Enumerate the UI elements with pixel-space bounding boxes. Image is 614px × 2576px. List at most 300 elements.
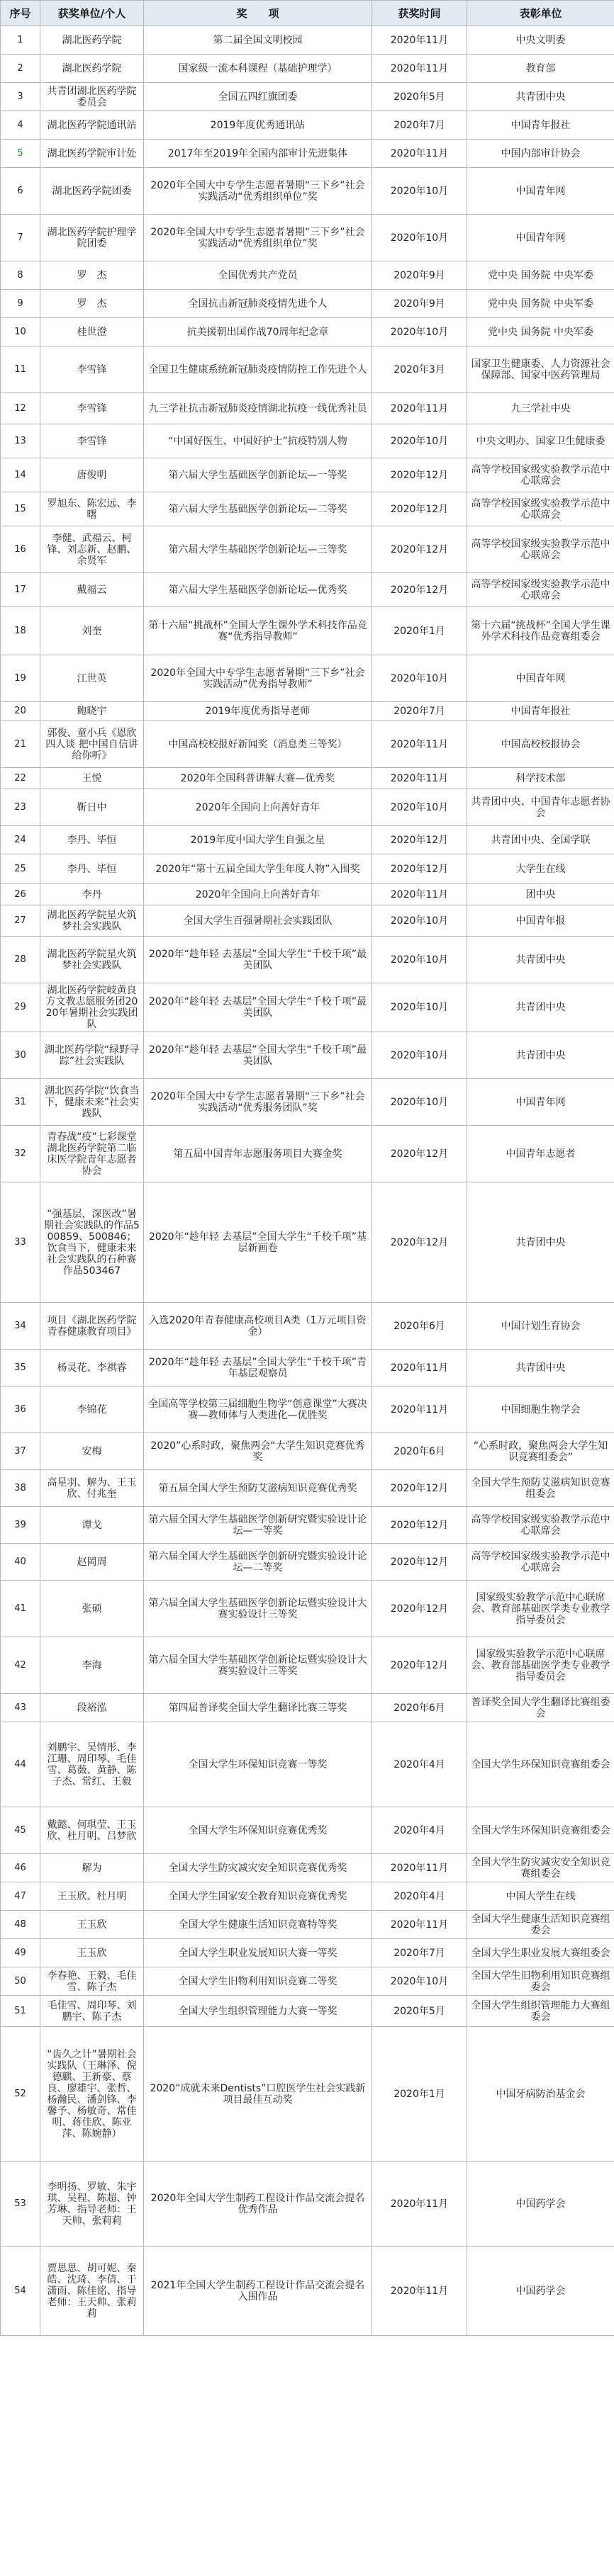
cell-time: 2020年12月	[372, 492, 467, 526]
table-row	[1, 261, 614, 290]
table-row	[1, 1470, 614, 1507]
table-row	[1, 1637, 614, 1694]
cell-award: 2020年“趁年轻 去基层”全国大学生“千校千项”基层新画卷	[144, 1182, 372, 1303]
cell-org: 党中央 国务院 中央军委	[467, 290, 614, 318]
cell-time: 2020年10月	[372, 1079, 467, 1126]
cell-org: 全国大学生组织管理能力大赛组委会	[467, 1996, 614, 2027]
table-row	[1, 1807, 614, 1854]
cell-winner: 鲍晓宇	[40, 702, 144, 721]
table-row	[1, 1581, 614, 1637]
cell-serial: 14	[1, 458, 40, 492]
cell-time: 2020年11月	[372, 1350, 467, 1386]
cell-org: 共青团中央	[467, 937, 614, 983]
cell-award: 2020年全国大学生制药工程设计作品交流会提名优秀作品	[144, 2162, 372, 2247]
cell-winner: 刘鹏宇、吴情彤、李江珊、周印琴、毛佳雪、葛薇、黄静、陈子杰、常红、王毅	[40, 1722, 144, 1807]
cell-award: 2020年“趁年轻 去基层”全国大学生“千校千项”最美团队	[144, 983, 372, 1032]
cell-time: 2020年4月	[372, 1722, 467, 1807]
cell-serial: 49	[1, 1939, 40, 1967]
cell-winner: 李春艳、王毅、毛佳雪、陈子杰	[40, 1967, 144, 1996]
cell-time: 2020年9月	[372, 290, 467, 318]
cell-winner: 靳日中	[40, 789, 144, 826]
cell-winner: 高星羽、解为、王玉欣、付兆奎	[40, 1470, 144, 1507]
cell-serial: 12	[1, 393, 40, 424]
cell-serial: 15	[1, 492, 40, 526]
cell-award: 2020年“趁年轻 去基层”全国大学生“千校千项”青年基层观察员	[144, 1350, 372, 1386]
cell-winner: 李锦花	[40, 1386, 144, 1433]
cell-time: 2020年12月	[372, 1126, 467, 1182]
cell-serial: 50	[1, 1967, 40, 1996]
table-row	[1, 884, 614, 905]
cell-org: 中国大学生在线	[467, 1882, 614, 1911]
cell-award: 2020年全国向上向善好青年	[144, 789, 372, 826]
cell-award: 全国大学生百强暑期社会实践团队	[144, 905, 372, 937]
cell-time: 2020年10月	[372, 789, 467, 826]
cell-serial: 33	[1, 1182, 40, 1303]
cell-time: 2020年11月	[372, 721, 467, 768]
cell-org: 共青团中央	[467, 1032, 614, 1079]
cell-award: 2020年全国大中专学生志愿者暑期“三下乡”社会实践活动“优秀指导教师”	[144, 655, 372, 702]
cell-org: 共青团中央	[467, 83, 614, 111]
cell-time: 2020年12月	[372, 854, 467, 884]
cell-winner: 湖北医药学院审计处	[40, 140, 144, 168]
cell-serial: 37	[1, 1433, 40, 1470]
table-row	[1, 1032, 614, 1079]
cell-org: 共青团中央、全国学联	[467, 826, 614, 854]
cell-org: 中国青年报	[467, 905, 614, 937]
cell-winner: 戴懿、何琪莹、王玉欣、杜月明、吕梦欣	[40, 1807, 144, 1854]
cell-org: 中国计划生育协会	[467, 1303, 614, 1350]
table-row	[1, 702, 614, 721]
cell-org: 全国大学生环保知识竞赛组委会	[467, 1722, 614, 1807]
cell-winner: 罗 杰	[40, 261, 144, 290]
cell-time: 2020年6月	[372, 1433, 467, 1470]
table-row	[1, 607, 614, 655]
cell-org: 党中央 国务院 中央军委	[467, 318, 614, 346]
table-row	[1, 318, 614, 346]
cell-time: 2020年11月	[372, 1911, 467, 1939]
cell-serial: 32	[1, 1126, 40, 1182]
cell-award: 2020年“趁年轻 去基层”全国大学生“千校千项”最美团队	[144, 1032, 372, 1079]
cell-org: 全国大学生环保知识竞赛组委会	[467, 1807, 614, 1854]
cell-serial: 20	[1, 702, 40, 721]
cell-org: 国家级实验教学示范中心联席会、教育部基础医学类专业教学指导委员会	[467, 1581, 614, 1637]
cell-serial: 36	[1, 1386, 40, 1433]
cell-org: 中国药学会	[467, 2162, 614, 2247]
cell-award: “中国好医生、中国好护士”抗疫特别人物	[144, 424, 372, 458]
cell-winner: 湖北医药学院通讯站	[40, 111, 144, 140]
cell-serial: 47	[1, 1882, 40, 1911]
cell-serial: 26	[1, 884, 40, 905]
table-row	[1, 346, 614, 393]
cell-time: 2020年12月	[372, 826, 467, 854]
cell-serial: 54	[1, 2247, 40, 2336]
cell-org: 高等学校国家级实验教学示范中心联席会	[467, 526, 614, 573]
cell-winner: “齿久之计”暑期社会实践队（王琳泽、倪德麒、王新豪、蔡良、廖雄宇、张哲、杨瀚民、潘剑锋、李馨予、杨敏奇、常佳明、蒋佳欣、陈亚萍、陈婉静）	[40, 2027, 144, 2162]
cell-time: 2020年9月	[372, 261, 467, 290]
table-row	[1, 1882, 614, 1911]
cell-org: 中国青年报社	[467, 111, 614, 140]
cell-time: 2020年11月	[372, 55, 467, 83]
cell-time: 2020年10月	[372, 983, 467, 1032]
table-row	[1, 1386, 614, 1433]
cell-award: 全国高等学校第三届细胞生物学“创意课堂”大赛决赛—教师体与人类进化—优胜奖	[144, 1386, 372, 1433]
cell-time: 2020年10月	[372, 424, 467, 458]
table-row	[1, 1303, 614, 1350]
cell-winner: 安梅	[40, 1433, 144, 1470]
cell-award: 全国五四红旗团委	[144, 83, 372, 111]
cell-award: 2017年至2019年全国内部审计先进集体	[144, 140, 372, 168]
table-row	[1, 983, 614, 1032]
table-row	[1, 492, 614, 526]
cell-time: 2020年11月	[372, 140, 467, 168]
cell-org: 科学技术部	[467, 768, 614, 789]
table-row	[1, 655, 614, 702]
cell-award: 2019年度优秀指导老师	[144, 702, 372, 721]
cell-time: 2020年4月	[372, 1882, 467, 1911]
cell-time: 2020年12月	[372, 1581, 467, 1637]
cell-org: 国家级实验教学示范中心联席会、教育部基础医学类专业教学指导委员会	[467, 1637, 614, 1694]
cell-award: 抗美援朝出国作战70周年纪念章	[144, 318, 372, 346]
cell-serial: 53	[1, 2162, 40, 2247]
cell-time: 2020年12月	[372, 1182, 467, 1303]
cell-winner: 郭俊、童小兵《恩欣四人谈 把中国自信讲给你听》	[40, 721, 144, 768]
cell-award: 2019年度中国大学生自强之星	[144, 826, 372, 854]
cell-award: 2020年“第十五届全国大学生年度人物”入围奖	[144, 854, 372, 884]
cell-serial: 41	[1, 1581, 40, 1637]
cell-award: 国家级一流本科课程（基础护理学）	[144, 55, 372, 83]
cell-org: “心系时政，聚焦两会大学生知识竞赛组委会”	[467, 1433, 614, 1470]
cell-time: 2020年10月	[372, 318, 467, 346]
cell-time: 2020年10月	[372, 215, 467, 261]
cell-winner: 罗旭东、陈宏远、李曙	[40, 492, 144, 526]
cell-org: 普译奖全国大学生翻译比赛组委会	[467, 1694, 614, 1722]
cell-time: 2020年7月	[372, 111, 467, 140]
header-serial: 序号	[1, 1, 40, 26]
cell-time: 2020年10月	[372, 655, 467, 702]
cell-award: 第六届大学生基础医学创新论坛—二等奖	[144, 492, 372, 526]
cell-time: 2020年1月	[372, 2027, 467, 2162]
cell-serial: 22	[1, 768, 40, 789]
cell-winner: 湖北医药学院星火筑梦社会实践队	[40, 937, 144, 983]
cell-serial: 24	[1, 826, 40, 854]
cell-time: 2020年10月	[372, 937, 467, 983]
cell-serial: 34	[1, 1303, 40, 1350]
cell-award: 九三学社抗击新冠肺炎疫情湖北抗疫一线优秀社员	[144, 393, 372, 424]
cell-winner: 段裕泓	[40, 1694, 144, 1722]
cell-time: 2020年12月	[372, 1507, 467, 1544]
cell-award: 第五届全国大学生预防艾滋病知识竞赛优秀奖	[144, 1470, 372, 1507]
cell-serial: 2	[1, 55, 40, 83]
table-row	[1, 1126, 614, 1182]
table-row	[1, 215, 614, 261]
table-row	[1, 111, 614, 140]
cell-serial: 18	[1, 607, 40, 655]
cell-time: 2020年11月	[372, 1386, 467, 1433]
cell-time: 2020年6月	[372, 1694, 467, 1722]
cell-winner: 杨灵花、李祺睿	[40, 1350, 144, 1386]
cell-time: 2020年11月	[372, 768, 467, 789]
cell-award: 全国卫生健康系统新冠肺炎疫情防控工作先进个人	[144, 346, 372, 393]
cell-award: 全国大学生组织管理能力大赛一等奖	[144, 1996, 372, 2027]
cell-org: 中国青年网	[467, 215, 614, 261]
cell-time: 2020年4月	[372, 1807, 467, 1854]
table-row	[1, 424, 614, 458]
cell-winner: 戴福云	[40, 573, 144, 607]
table-row	[1, 83, 614, 111]
table-row	[1, 1350, 614, 1386]
cell-winner: 谭戈	[40, 1507, 144, 1544]
cell-winner: “强基层，深医改”暑期社会实践队的作品500859、500846；饮食当下，健康未来社会实践队的石种赛作品503467	[40, 1182, 144, 1303]
table-row	[1, 1939, 614, 1967]
cell-serial: 29	[1, 983, 40, 1032]
cell-serial: 21	[1, 721, 40, 768]
cell-serial: 30	[1, 1032, 40, 1079]
cell-award: 全国大学生环保知识竞赛优秀奖	[144, 1807, 372, 1854]
cell-winner: 唐俊明	[40, 458, 144, 492]
cell-winner: 共青团湖北医药学院委员会	[40, 83, 144, 111]
table-row	[1, 1911, 614, 1939]
cell-serial: 38	[1, 1470, 40, 1507]
cell-serial: 8	[1, 261, 40, 290]
cell-time: 2020年11月	[372, 1854, 467, 1882]
cell-time: 2020年11月	[372, 393, 467, 424]
cell-time: 2020年7月	[372, 702, 467, 721]
cell-org: 全国大学生健康生活知识竞赛组委会	[467, 1911, 614, 1939]
cell-org: 中国高校校报协会	[467, 721, 614, 768]
cell-serial: 45	[1, 1807, 40, 1854]
cell-winner: 项目《湖北医药学院青春健康教育项目》	[40, 1303, 144, 1350]
table-row	[1, 2027, 614, 2162]
cell-org: 共青团中央	[467, 1350, 614, 1386]
cell-award: 全国大学生健康生活知识竞赛特等奖	[144, 1911, 372, 1939]
table-row	[1, 1544, 614, 1581]
cell-time: 2020年11月	[372, 26, 467, 55]
cell-award: 入选2020年青春健康高校项目A类（1万元项目资金）	[144, 1303, 372, 1350]
cell-award: 2020年全国大中专学生志愿者暑期“三下乡”社会实践活动“优秀组织单位”奖	[144, 215, 372, 261]
table-header-row	[1, 1, 614, 26]
cell-serial: 7	[1, 215, 40, 261]
cell-org: 中国青年网	[467, 1079, 614, 1126]
cell-award: 全国大学生职业发展知识大赛一等奖	[144, 1939, 372, 1967]
cell-winner: 王玉欣、杜月明	[40, 1882, 144, 1911]
cell-award: 全国大学生环保知识竞赛一等奖	[144, 1722, 372, 1807]
cell-serial: 35	[1, 1350, 40, 1386]
table-row	[1, 26, 614, 55]
table-row	[1, 2247, 614, 2336]
cell-serial: 9	[1, 290, 40, 318]
cell-time: 2020年11月	[372, 2162, 467, 2247]
cell-winner: 湖北医药学院护理学院团委	[40, 215, 144, 261]
cell-serial: 48	[1, 1911, 40, 1939]
cell-serial: 39	[1, 1507, 40, 1544]
cell-winner: 王玉欣	[40, 1911, 144, 1939]
header-time: 获奖时间	[372, 1, 467, 26]
cell-winner: 王悦	[40, 768, 144, 789]
cell-serial: 4	[1, 111, 40, 140]
cell-time: 2020年12月	[372, 1544, 467, 1581]
cell-award: 第六届大学生基础医学创新论坛—优秀奖	[144, 573, 372, 607]
cell-org: 党中央 国务院 中央军委	[467, 261, 614, 290]
table-row	[1, 458, 614, 492]
cell-org: 高等学校国家级实验教学示范中心联席会	[467, 492, 614, 526]
table-row	[1, 1854, 614, 1882]
cell-winner: 解为	[40, 1854, 144, 1882]
cell-org: 中国青年报社	[467, 702, 614, 721]
table-row	[1, 1433, 614, 1470]
cell-winner: 湖北医药学院星火筑梦社会实践队	[40, 905, 144, 937]
cell-winner: 李雪锋	[40, 393, 144, 424]
cell-time: 2020年3月	[372, 346, 467, 393]
cell-time: 2020年5月	[372, 1996, 467, 2027]
cell-org: 教育部	[467, 55, 614, 83]
cell-serial: 16	[1, 526, 40, 573]
cell-winner: 湖北医药学院团委	[40, 168, 144, 215]
cell-award: 2020年全国大中专学生志愿者暑期“三下乡”社会实践活动“优秀组织单位”奖	[144, 168, 372, 215]
table-row	[1, 290, 614, 318]
cell-serial: 10	[1, 318, 40, 346]
table-row	[1, 768, 614, 789]
cell-award: 全国大学生旧物利用知识竞赛二等奖	[144, 1967, 372, 1996]
cell-org: 高等学校国家级实验教学示范中心联席会	[467, 1507, 614, 1544]
cell-winner: 湖北医药学院“饮食当下，健康未来”社会实践队	[40, 1079, 144, 1126]
table-row	[1, 55, 614, 83]
cell-award: 2020年全国科普讲解大赛—优秀奖	[144, 768, 372, 789]
cell-org: 中国青年志愿者	[467, 1126, 614, 1182]
cell-winner: 李海	[40, 1637, 144, 1694]
table-row	[1, 573, 614, 607]
cell-winner: 刘奎	[40, 607, 144, 655]
cell-winner: 李丹	[40, 884, 144, 905]
cell-winner: 李健、武福云、柯锋、刘志新、赵鹏、余贤军	[40, 526, 144, 573]
cell-org: 高等学校国家级实验教学示范中心联席会	[467, 573, 614, 607]
cell-winner: 青春战“疫”七彩课堂 湖北医药学院第二临床医学院青年志愿者协会	[40, 1126, 144, 1182]
cell-time: 2020年6月	[372, 1303, 467, 1350]
table-row	[1, 1507, 614, 1544]
cell-org: 中国药学会	[467, 2247, 614, 2336]
table-row	[1, 1079, 614, 1126]
cell-org: 中央文明办、国家卫生健康委	[467, 424, 614, 458]
cell-serial: 28	[1, 937, 40, 983]
cell-serial: 31	[1, 1079, 40, 1126]
cell-award: 全国大学生防灾减灾安全知识竞赛优秀奖	[144, 1854, 372, 1882]
cell-award: 2020年全国向上向善好青年	[144, 884, 372, 905]
cell-time: 2020年12月	[372, 1470, 467, 1507]
cell-serial: 17	[1, 573, 40, 607]
cell-award: 第四届普译奖全国大学生翻译比赛三等奖	[144, 1694, 372, 1722]
cell-award: 第六届全国大学生基础医学创新论坛暨实验设计大赛实验设计三等奖	[144, 1637, 372, 1694]
cell-winner: 江世英	[40, 655, 144, 702]
cell-serial: 40	[1, 1544, 40, 1581]
header-winner: 获奖单位/个人	[40, 1, 144, 26]
table-row	[1, 1694, 614, 1722]
cell-award: 第六届大学生基础医学创新论坛—一等奖	[144, 458, 372, 492]
cell-org: 共青团中央、中国青年志愿者协会	[467, 789, 614, 826]
cell-award: 第六届全国大学生基础医学创新研究暨实验设计论坛—二等奖	[144, 1544, 372, 1581]
cell-winner: 李雪锋	[40, 424, 144, 458]
cell-serial: 44	[1, 1722, 40, 1807]
cell-serial: 42	[1, 1637, 40, 1694]
cell-award: 第六届大学生基础医学创新论坛—三等奖	[144, 526, 372, 573]
cell-org: 高等学校国家级实验教学示范中心联席会	[467, 458, 614, 492]
table-row	[1, 854, 614, 884]
table-row	[1, 1967, 614, 1996]
cell-award: 2020年全国大中专学生志愿者暑期“三下乡”社会实践活动“优秀服务团队”奖	[144, 1079, 372, 1126]
cell-award: 全国大学生国家安全教育知识竞赛优秀奖	[144, 1882, 372, 1911]
cell-serial: 6	[1, 168, 40, 215]
cell-winner: 赵岡周	[40, 1544, 144, 1581]
table-row	[1, 789, 614, 826]
cell-winner: 湖北医药学院	[40, 55, 144, 83]
cell-serial: 23	[1, 789, 40, 826]
cell-winner: 王玉欣	[40, 1939, 144, 1967]
cell-winner: 罗 杰	[40, 290, 144, 318]
cell-time: 2020年11月	[372, 2247, 467, 2336]
cell-org: 第十六届“挑战杯”全国大学生课外学术科技作品竞赛组委会	[467, 607, 614, 655]
table-row	[1, 1996, 614, 2027]
cell-serial: 25	[1, 854, 40, 884]
cell-org: 中国细胞生物学会	[467, 1386, 614, 1433]
cell-award: 全国优秀共产党员	[144, 261, 372, 290]
cell-time: 2020年12月	[372, 573, 467, 607]
header-org: 表彰单位	[467, 1, 614, 26]
cell-serial: 19	[1, 655, 40, 702]
cell-org: 团中央	[467, 884, 614, 905]
cell-time: 2020年10月	[372, 905, 467, 937]
cell-winner: 李雪锋	[40, 346, 144, 393]
table-row	[1, 721, 614, 768]
cell-org: 中国内部审计协会	[467, 140, 614, 168]
cell-winner: 李丹、毕恒	[40, 854, 144, 884]
cell-serial: 52	[1, 2027, 40, 2162]
cell-award: 第六届全国大学生基础医学创新论坛暨实验设计大赛实验设计三等奖	[144, 1581, 372, 1637]
table-row	[1, 905, 614, 937]
cell-org: 中国青年网	[467, 655, 614, 702]
cell-org: 全国大学生旧物利用知识竞赛组委会	[467, 1967, 614, 1996]
table-row	[1, 140, 614, 168]
cell-org: 高等学校国家级实验教学示范中心联席会	[467, 1544, 614, 1581]
cell-serial: 13	[1, 424, 40, 458]
cell-time: 2020年12月	[372, 526, 467, 573]
cell-time: 2020年5月	[372, 83, 467, 111]
cell-serial: 3	[1, 83, 40, 111]
cell-serial: 27	[1, 905, 40, 937]
cell-org: 共青团中央	[467, 983, 614, 1032]
cell-org: 全国大学生职业发展大赛组委会	[467, 1939, 614, 1967]
cell-org: 共青团中央	[467, 1182, 614, 1303]
cell-serial: 1	[1, 26, 40, 55]
cell-org: 中国牙病防治基金会	[467, 2027, 614, 2162]
cell-org: 大学生在线	[467, 854, 614, 884]
cell-winner: 李丹、毕恒	[40, 826, 144, 854]
cell-time: 2020年11月	[372, 884, 467, 905]
cell-time: 2020年12月	[372, 458, 467, 492]
cell-serial: 46	[1, 1854, 40, 1882]
cell-time: 2020年10月	[372, 168, 467, 215]
cell-org: 中国青年网	[467, 168, 614, 215]
cell-serial: 43	[1, 1694, 40, 1722]
cell-award: 2019年度优秀通讯站	[144, 111, 372, 140]
cell-winner: 湖北医药学院	[40, 26, 144, 55]
cell-award: 第五届中国青年志愿服务项目大赛金奖	[144, 1126, 372, 1182]
cell-serial: 5	[1, 140, 40, 168]
cell-serial: 51	[1, 1996, 40, 2027]
cell-winner: 毛佳雪、周印琴、刘鹏宇、陈子杰	[40, 1996, 144, 2027]
cell-serial: 11	[1, 346, 40, 393]
cell-winner: 张硕	[40, 1581, 144, 1637]
cell-winner: 贾思思、胡可妮、秦皓、沈琦、李倩、于潇雨、陈佳铭、指导老师：王天帅、张莉莉	[40, 2247, 144, 2336]
cell-award: 中国高校校报好新闻奖（消息类三等奖）	[144, 721, 372, 768]
cell-winner: 桂世澄	[40, 318, 144, 346]
